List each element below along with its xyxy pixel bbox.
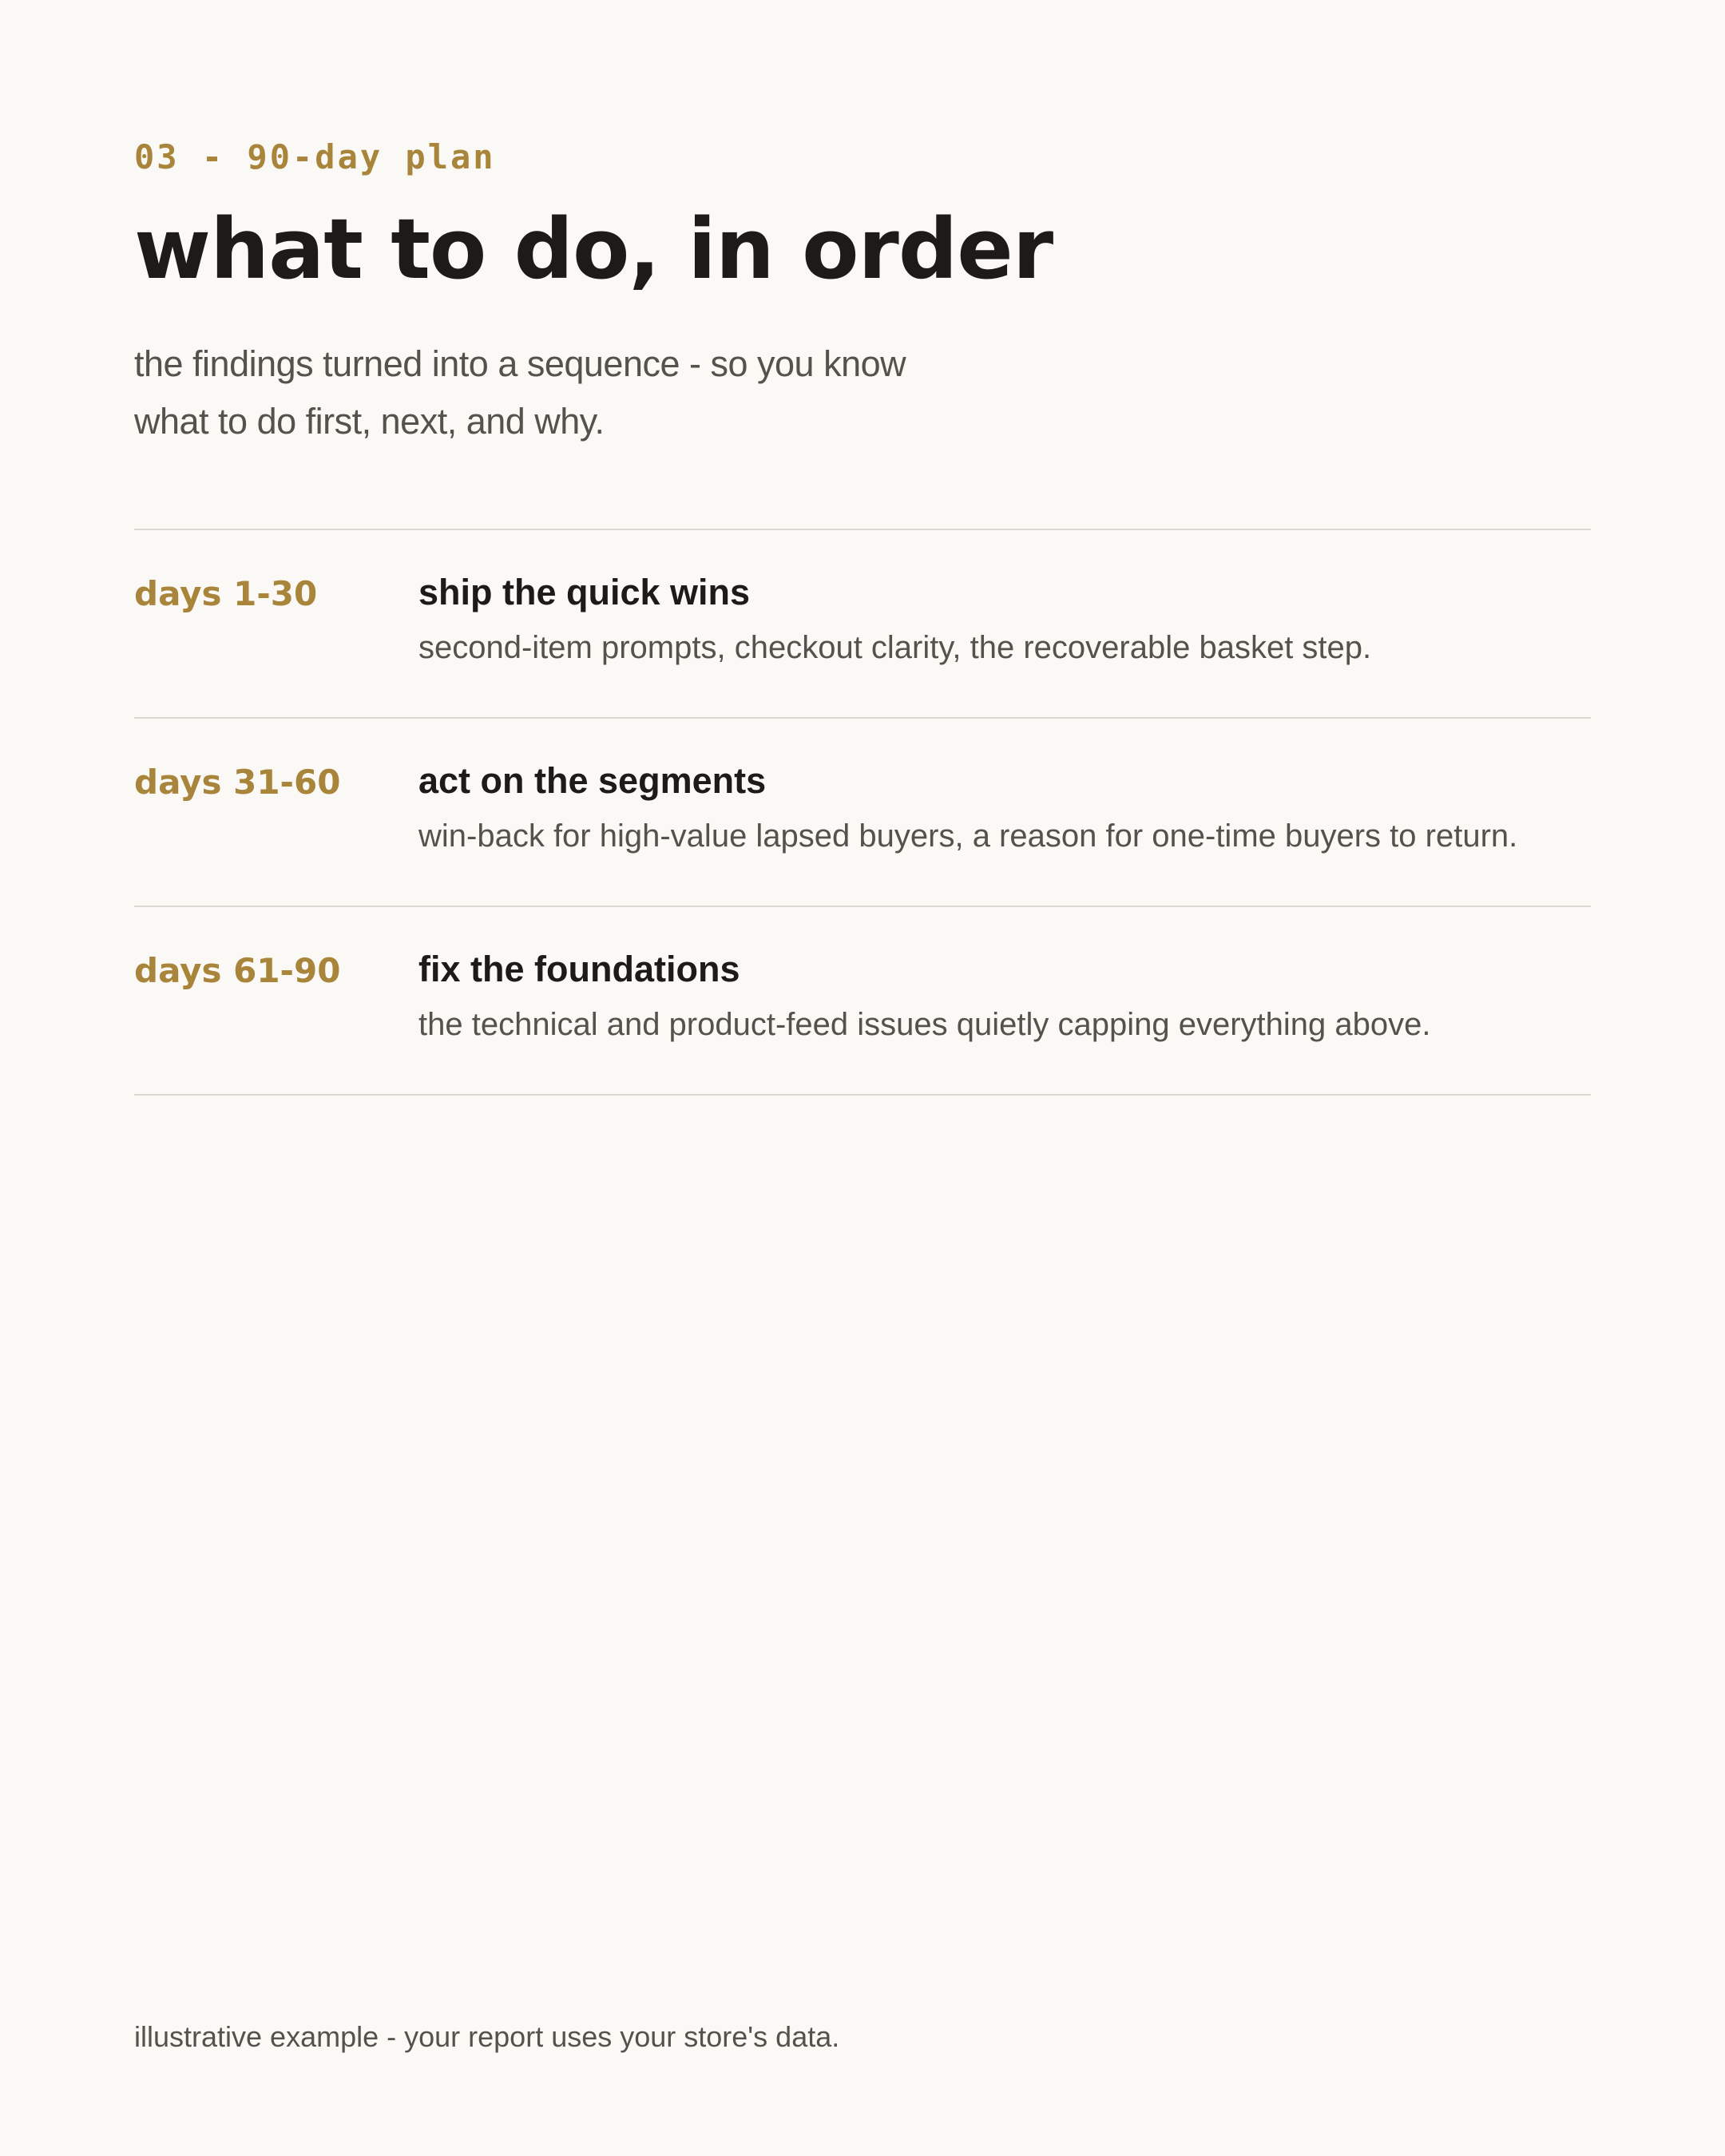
- phase-list: [134, 529, 1591, 1096]
- phase-title: ship the quick wins: [418, 572, 751, 612]
- phase-days-label: days 31-60: [134, 763, 341, 802]
- section-eyebrow: 03 - 90-day plan: [134, 137, 496, 176]
- phase-days-label: days 61-90: [134, 951, 341, 990]
- phase-row: [134, 907, 1591, 1096]
- phase-title: act on the segments: [418, 760, 767, 801]
- phase-description: second-item prompts, checkout clarity, the recoverable basket step.: [418, 630, 1372, 665]
- phase-description: the technical and product-feed issues quietly capping everything above.: [418, 1007, 1431, 1042]
- phase-days-label: days 1-30: [134, 574, 318, 613]
- phase-row: [134, 719, 1591, 907]
- phase-description: win-back for high-value lapsed buyers, a reason for one-time buyers to return.: [418, 818, 1518, 854]
- lede-line-1: the findings turned into a sequence - so you know: [134, 343, 906, 384]
- section-lede: [134, 335, 1013, 450]
- phase-title: fix the foundations: [418, 949, 740, 989]
- plan-page: [134, 0, 1591, 2156]
- page-title: what to do, in order: [134, 200, 1053, 298]
- phase-row: [134, 530, 1591, 719]
- lede-line-2: what to do first, next, and why.: [134, 401, 605, 442]
- footnote: illustrative example - your report uses your store's data.: [134, 2020, 840, 2053]
